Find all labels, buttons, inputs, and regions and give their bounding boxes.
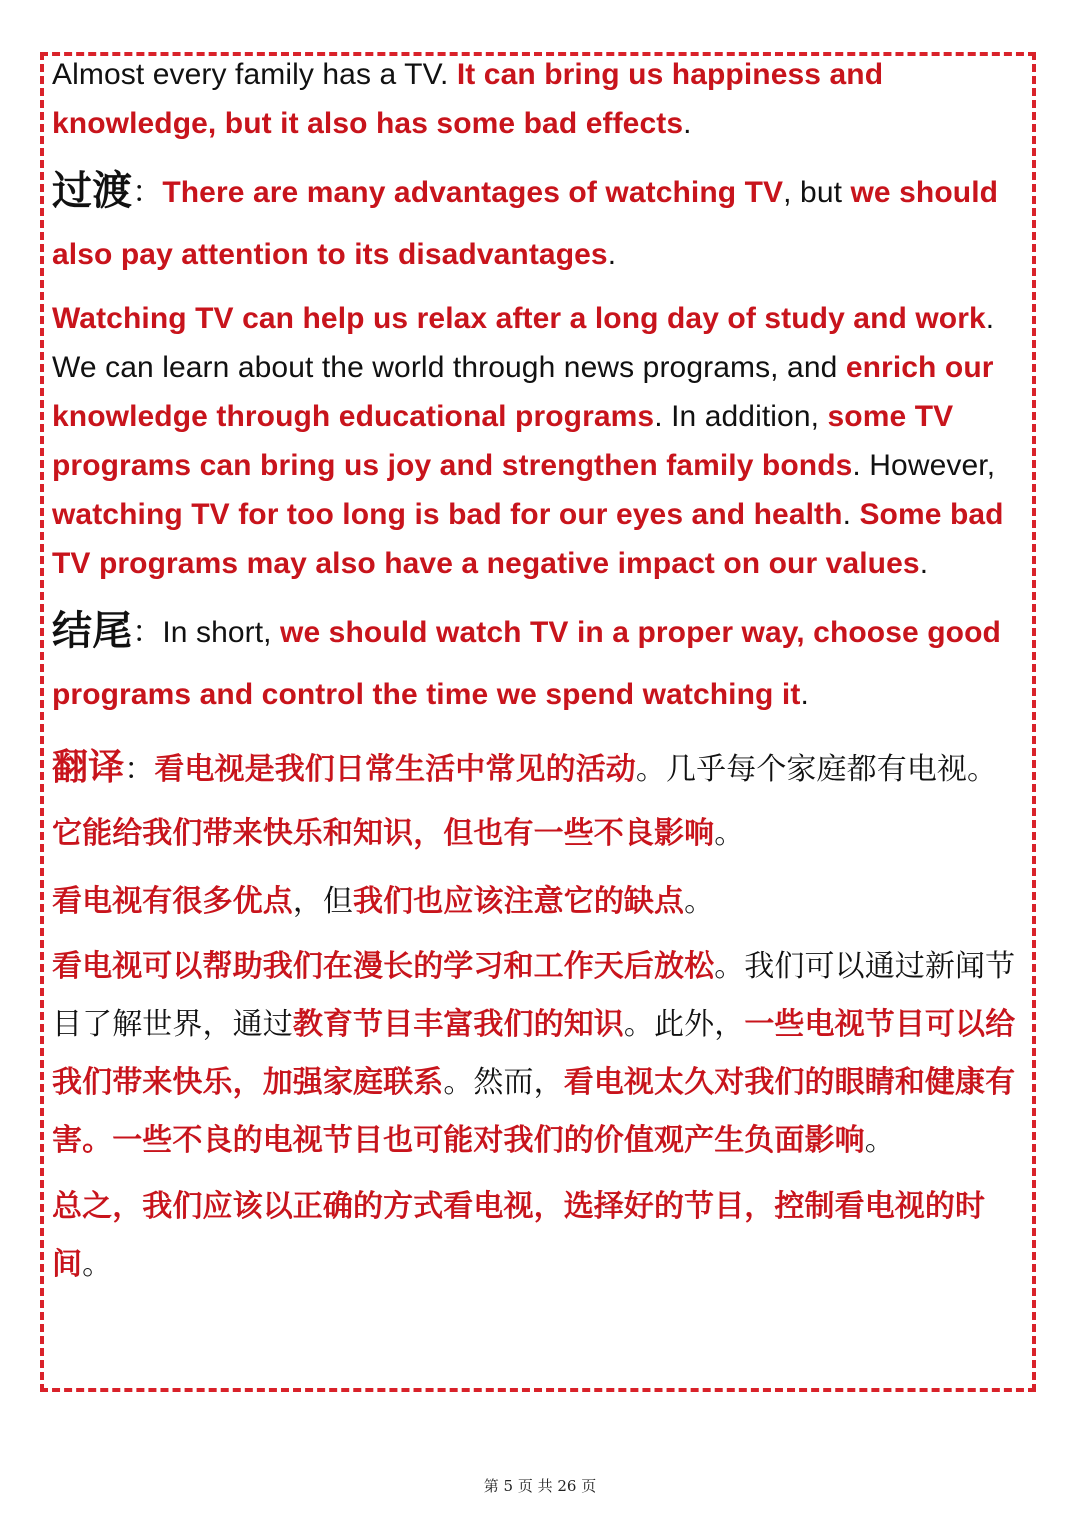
- body-highlight-4: watching TV for too long is bad for our eyes and health: [52, 498, 843, 531]
- body-paragraph: [52, 294, 1027, 588]
- intro-highlight: It can bring us happiness and knowledge, but it also has some bad effects: [52, 58, 884, 140]
- transition-label: 过渡: [52, 168, 133, 214]
- translation-p4-highlight-1: 总之，我们应该以正确的方式看电视，选择好的节目，控制看电视的时间: [52, 1189, 986, 1282]
- intro-period: .: [683, 107, 692, 140]
- transition-paragraph: [52, 160, 1027, 286]
- body-text-3: . However,: [852, 449, 996, 482]
- translation-p3-text-4: 。: [864, 1123, 895, 1158]
- translation-p2-highlight-1: 看电视有很多优点: [52, 884, 293, 919]
- translation-colon: ：: [124, 752, 155, 787]
- translation-paragraph-4: [52, 1178, 1027, 1294]
- translation-paragraph-1: [52, 736, 1027, 866]
- translation-label: 翻译: [52, 747, 125, 788]
- translation-highlight-1: 看电视是我们日常生活中常见的活动: [154, 752, 636, 787]
- body-highlight-2: enrich our knowledge through educational programs: [52, 351, 994, 433]
- translation-p3-text-3: 。然而，: [443, 1065, 564, 1100]
- translation-p3-highlight-2: 教育节目丰富我们的知识: [292, 1007, 624, 1042]
- translation-p3-text-1: 。我们可以通过新闻节目了解世界，通过: [52, 949, 1016, 1042]
- ending-paragraph: [52, 600, 1027, 726]
- ending-period: .: [800, 678, 809, 711]
- translation-paragraph-2: [52, 870, 1027, 934]
- translation-p3-highlight-3: 一些电视节目可以给我们带来快乐，加强家庭联系: [52, 1007, 1016, 1100]
- translation-p4-text-1: 。: [82, 1247, 113, 1282]
- translation-p2-text-1: ，但: [292, 884, 354, 919]
- translation-highlight-2: 它能给我们带来快乐和知识，但也有一些不良影响: [52, 816, 715, 851]
- transition-period: .: [607, 238, 617, 271]
- transition-colon: ：: [132, 176, 163, 209]
- body-highlight-5: Some bad TV programs may also have a negative impact on our values: [52, 498, 1004, 580]
- translation-text-1: 。几乎每个家庭都有电视。: [635, 752, 998, 787]
- intro-text: Almost every family has a TV.: [52, 58, 457, 91]
- intro-paragraph: [52, 50, 1027, 148]
- transition-highlight-2: we should also pay attention to its disadvantages: [52, 176, 999, 271]
- ending-highlight: we should watch TV in a proper way, choose good programs and control the time we spend watching it: [52, 616, 1001, 711]
- translation-p2-highlight-2: 我们也应该注意它的缺点: [353, 884, 685, 919]
- translation-text-2: 。: [714, 816, 745, 851]
- translation-paragraph-3: [52, 938, 1027, 1170]
- translation-p3-text-2: 。此外，: [623, 1007, 745, 1042]
- body-text-5: .: [919, 547, 929, 580]
- body-text-4: .: [842, 498, 860, 531]
- ending-colon: ：: [132, 616, 163, 649]
- body-highlight-1: Watching TV can help us relax after a long day of study and work: [52, 302, 986, 335]
- body-text-2: . In addition,: [654, 400, 828, 433]
- translation-p3-highlight-1: 看电视可以帮助我们在漫长的学习和工作天后放松: [52, 949, 715, 984]
- article-content: [52, 50, 1027, 1294]
- body-text-1: . We can learn about the world through news programs, and: [52, 302, 995, 384]
- ending-text: In short,: [162, 616, 281, 649]
- page-footer: 第 5 页 共 26 页: [483, 1477, 597, 1495]
- translation-p3-highlight-4: 看电视太久对我们的眼睛和健康有害。一些不良的电视节目也可能对我们的价值观产生负面影响: [52, 1065, 1016, 1158]
- transition-text: , but: [783, 176, 851, 209]
- ending-label: 结尾: [52, 608, 133, 654]
- transition-highlight-1: There are many advantages of watching TV: [162, 176, 784, 209]
- body-highlight-3: some TV programs can bring us joy and strengthen family bonds: [52, 400, 954, 482]
- translation-p2-text-2: 。: [684, 884, 715, 919]
